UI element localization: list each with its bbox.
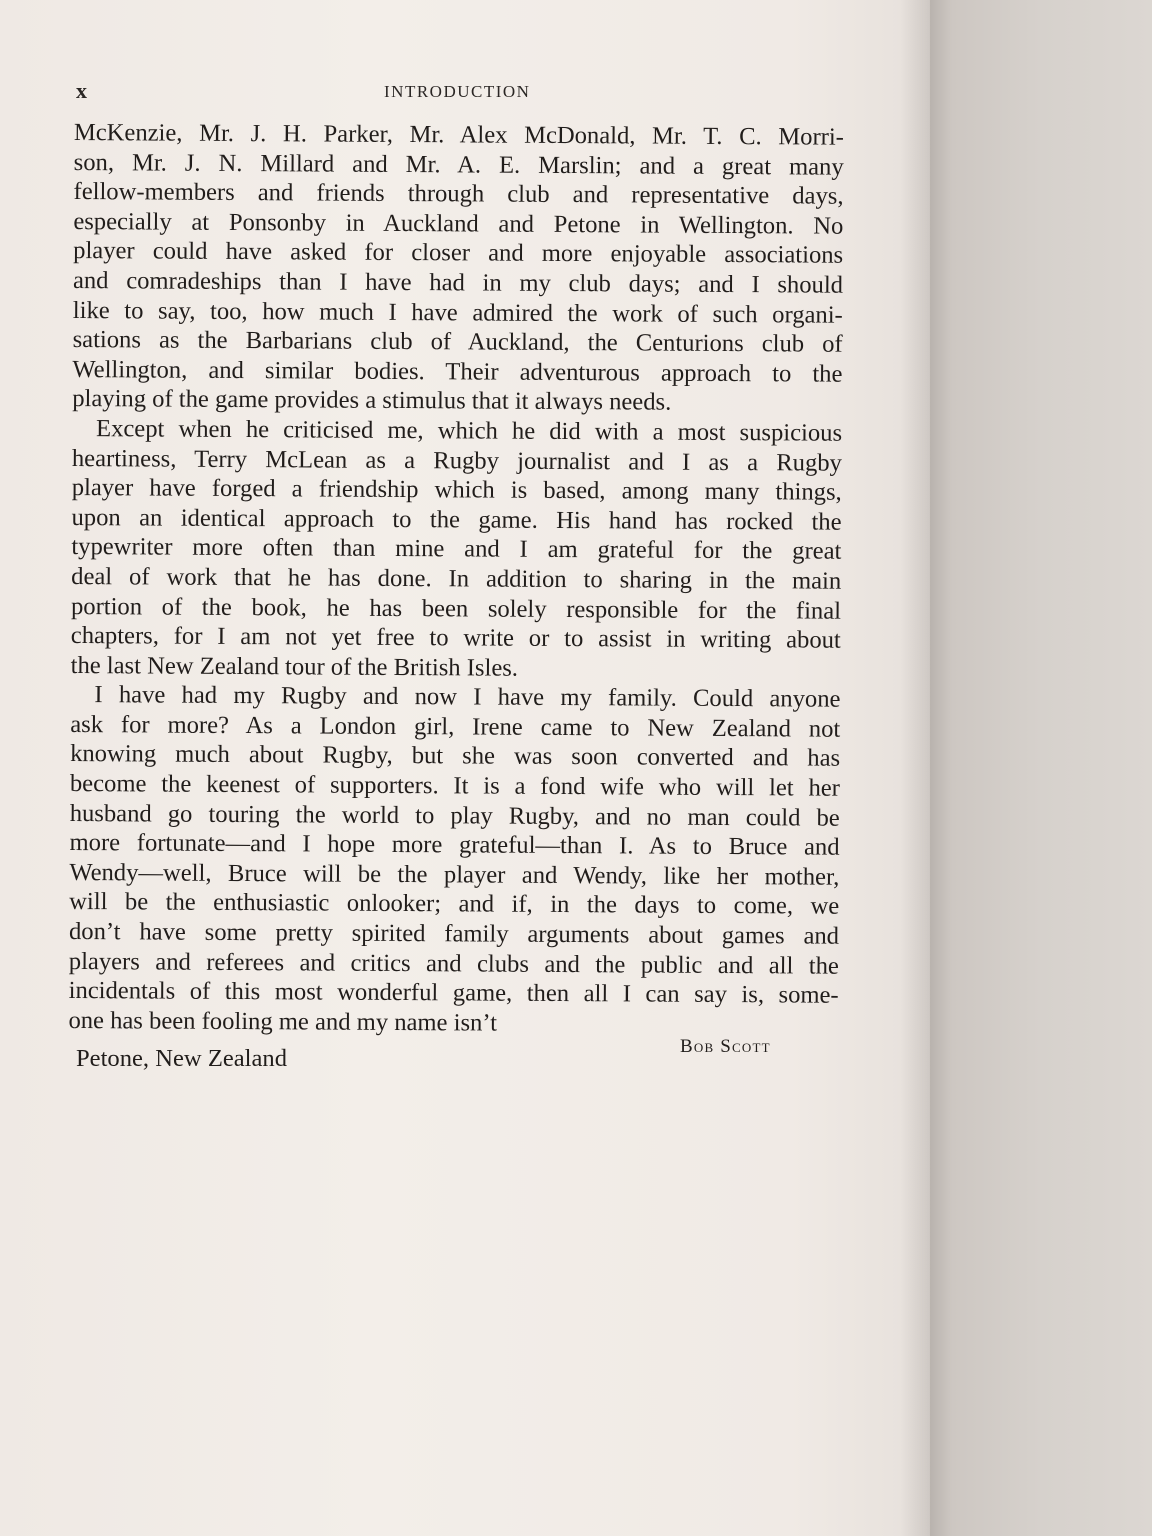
text-line: I have had my Rugby and now I have my family. Could anyone [94, 681, 841, 713]
text-line: typewriter more often than mine and I am grateful for the great [71, 533, 842, 566]
text-line: knowing much about Rugby, but she was soon converted and has [70, 740, 841, 773]
text-line: heartiness, Terry McLean as a Rugby journalist and I as a Rugby [71, 444, 842, 477]
text-line: chapters, for I am not yet free to write or to assist in writing about [70, 622, 841, 654]
text-line: Except when he criticised me, which he did with a most suspicious [96, 415, 843, 447]
text-line: Wellington, and similar bodies. Their adventurous approach to the [72, 355, 843, 388]
text-line: one has been fooling me and my name isn’t [68, 1006, 498, 1037]
text-line: upon an identical approach to the game. His hand has rocked the [71, 503, 842, 536]
text-line: the last New Zealand tour of the British Isles. [70, 651, 519, 682]
running-head: INTRODUCTION [384, 82, 531, 101]
text-line: don’t have some pretty spirited family arguments about games and [68, 918, 840, 950]
gutter-shadow [900, 0, 930, 1536]
text-line: son, Mr. J. N. Millard and Mr. A. E. Marslin; and a great many [73, 148, 844, 181]
text-line: husband go touring the world to play Rugby, and no man could be [69, 799, 840, 832]
paragraph-3 [68, 680, 840, 1040]
text-line: deal of work that he has done. In addition to sharing in the main [71, 562, 842, 595]
text-line: incidentals of this most wonderful game, then all I can say is, some- [68, 977, 839, 1009]
text-line: portion of the book, he has been solely responsible for the final [70, 592, 842, 625]
adjacent-page [930, 0, 1152, 1536]
text-line: fellow-members and friends through club and representative days, [73, 178, 844, 210]
text-line: McKenzie, Mr. J. H. Parker, Mr. Alex McDonald, Mr. T. C. Morri- [73, 118, 844, 151]
paragraph-2 [71, 414, 843, 685]
body-text [68, 118, 844, 1040]
text-line: players and referees and critics and clubs and the public and all the [68, 947, 839, 980]
paragraph-1 [72, 118, 844, 419]
author-signature: Bob Scott [680, 1036, 771, 1057]
page-number: x [76, 78, 88, 103]
text-line: Wendy—well, Bruce will be the player and Wendy, like her mother, [69, 858, 840, 891]
text-line: more fortunate—and I hope more grateful—than I. As to Bruce and [69, 829, 840, 861]
text-line: ask for more? As a London girl, Irene came to New Zealand not [70, 710, 841, 743]
text-line: become the keenest of supporters. It is a fond wife who will let her [69, 770, 841, 802]
text-line: will be the enthusiastic onlooker; and if, in the days to come, we [69, 888, 840, 921]
place-line: Petone, New Zealand [76, 1045, 288, 1072]
text-line: like to say, too, how much I have admired the work of such organi- [72, 296, 843, 329]
text-line: sations as the Barbarians club of Auckland, the Centurions club of [72, 326, 843, 358]
page-header [76, 78, 836, 108]
text-line: especially at Ponsonby in Auckland and Petone in Wellington. No [73, 207, 844, 240]
text-line: player could have asked for closer and more enjoyable associations [73, 237, 844, 270]
text-line: player have forged a friendship which is based, among many things, [71, 474, 842, 506]
text-line: and comradeships than I have had in my club days; and I should [72, 266, 844, 299]
text-line: playing of the game provides a stimulus that it always needs. [72, 385, 672, 416]
